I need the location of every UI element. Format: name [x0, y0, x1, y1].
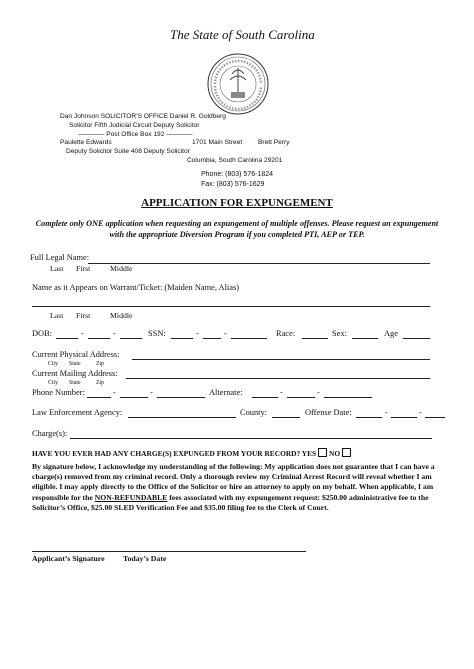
full-legal-name-label: Full Legal Name:: [30, 253, 90, 262]
warrant-name-field[interactable]: [32, 306, 430, 307]
phone-prefix-field[interactable]: [120, 397, 148, 398]
offense-dash-1: -: [385, 408, 388, 417]
ssn-label: SSN:: [148, 329, 166, 338]
ssn-dash-1: -: [196, 329, 199, 338]
no-label: NO: [329, 449, 341, 458]
warrant-middle-label: Middle: [110, 311, 133, 320]
physical-address-field[interactable]: [132, 359, 430, 360]
applicant-signature-label: Applicant’s Signature: [32, 554, 105, 563]
dob-dash-1: -: [81, 329, 84, 338]
race-label: Race:: [276, 329, 296, 338]
alternate-label: Alternate:: [209, 388, 243, 397]
no-checkbox[interactable]: [342, 448, 351, 457]
warrant-name-label: Name as it Appears on Warrant/Ticket: (Maiden Name, Alias): [32, 283, 240, 292]
expunged-question-text: HAVE YOU EVER HAD ANY CHARGE(S) EXPUNGED FROM YOUR RECORD? YES: [32, 449, 317, 458]
mailing-city-label: City: [48, 380, 58, 386]
offense-day-field[interactable]: [391, 417, 417, 418]
ssn-part-1-field[interactable]: [171, 338, 193, 339]
charges-label: Charge(s):: [32, 429, 68, 438]
todays-date-label: Today’s Date: [123, 554, 167, 563]
phone-line-field[interactable]: [157, 397, 205, 398]
mailing-address-label: Current Mailing Address:: [32, 369, 118, 378]
sex-field[interactable]: [352, 338, 378, 339]
alternate-area-field[interactable]: [252, 397, 278, 398]
sex-label: Sex:: [332, 329, 347, 338]
state-title: The State of South Carolina: [170, 27, 315, 42]
age-field[interactable]: [403, 338, 430, 339]
alternate-dash-2: -: [317, 388, 320, 397]
law-enforcement-agency-field[interactable]: [128, 417, 236, 418]
mailing-address-field[interactable]: [126, 378, 430, 379]
name-last-label: Last: [50, 264, 64, 273]
state-seal-icon: [205, 52, 271, 116]
county-label: County:: [240, 408, 267, 417]
signature-field[interactable]: [32, 551, 306, 552]
phone-number-label: Phone Number:: [32, 388, 85, 397]
office-line-4-left: Paulette Edwards: [60, 139, 112, 146]
expunged-question: [32, 448, 351, 458]
dob-label: DOB:: [32, 329, 53, 338]
offense-month-field[interactable]: [356, 417, 382, 418]
phone-number: Phone: (803) 576-1824: [201, 171, 273, 178]
phone-dash-2: -: [150, 388, 153, 397]
dob-dash-2: -: [113, 329, 116, 338]
dob-month-field[interactable]: [56, 338, 78, 339]
physical-zip-label: Zip: [96, 361, 105, 367]
county-field[interactable]: [272, 417, 300, 418]
alternate-dash-1: -: [280, 388, 283, 397]
non-refundable-text: NON-REFUNDABLE: [94, 492, 168, 502]
instructions: Complete only ONE application when requesting an expungement of multiple offenses. Please request an expungement with the appropriate Diversion Program if you completed PTI, AEP or TEP.: [35, 219, 439, 239]
mailing-zip-label: Zip: [96, 380, 105, 386]
dob-year-field[interactable]: [120, 338, 142, 339]
office-line-2: Solicitor Fifth Judicial Circuit Deputy Solicitor: [69, 122, 200, 129]
race-field[interactable]: [302, 338, 328, 339]
dob-day-field[interactable]: [88, 338, 110, 339]
form-title: APPLICATION FOR EXPUNGEMENT: [141, 197, 333, 209]
physical-state-label: State: [69, 361, 81, 367]
phone-area-field[interactable]: [87, 397, 111, 398]
physical-city-label: City: [48, 361, 58, 367]
ssn-dash-2: -: [224, 329, 227, 338]
offense-dash-2: -: [419, 408, 422, 417]
acknowledgment-part-1: By signature below, I acknowledge my understanding of the following: My application does not guarantee that I can have a charge(s) removed from my criminal record. Only a thorough review my Criminal Arrest Record will reveal whether I am eligible. I may apply directly to the Office of the Solicitor or hire an attorney to apply on my behalf. When applicable, I am responsible for the: [32, 462, 435, 502]
office-line-6: Columbia, South Carolina 29201: [187, 157, 283, 164]
office-line-4-right: Brett Perry: [258, 139, 290, 146]
ssn-part-2-field[interactable]: [203, 338, 221, 339]
ssn-part-3-field[interactable]: [231, 338, 267, 339]
warrant-last-label: Last: [50, 311, 64, 320]
age-label: Age: [384, 329, 398, 338]
warrant-first-label: First: [76, 311, 91, 320]
alternate-prefix-field[interactable]: [287, 397, 315, 398]
name-middle-label: Middle: [110, 264, 133, 273]
name-first-label: First: [76, 264, 91, 273]
fax-number: Fax: (803) 576-1629: [201, 181, 265, 188]
office-line-1: Dan Johnson SOLICITOR’S OFFICE Daniel R. Goldberg: [60, 113, 226, 120]
office-line-3: ———— Post Office Box 192 ————: [78, 131, 193, 138]
yes-checkbox[interactable]: [318, 448, 327, 457]
phone-dash-1: -: [113, 388, 116, 397]
acknowledgment-part-2: fees associated with my expungement request: $250.00 administrative fee to the Solicitor’s Office, $25.00 SLED Verification Fee and $35.00 filing fee to the Clerk of Court.: [32, 492, 429, 512]
mailing-state-label: State: [69, 380, 81, 386]
office-line-4-mid: 1701 Main Street: [192, 139, 243, 146]
alternate-line-field[interactable]: [324, 397, 372, 398]
office-line-5: Deputy Solicitor Suite 408 Deputy Solicitor: [66, 148, 190, 155]
offense-year-field[interactable]: [425, 417, 445, 418]
full-legal-name-field[interactable]: [88, 263, 430, 264]
offense-date-label: Offense Date:: [305, 408, 352, 417]
acknowledgment-text: [32, 462, 444, 513]
physical-address-label: Current Physical Address:: [32, 350, 120, 359]
law-enforcement-agency-label: Law Enforcement Agency:: [32, 408, 123, 417]
charges-field[interactable]: [70, 438, 432, 439]
